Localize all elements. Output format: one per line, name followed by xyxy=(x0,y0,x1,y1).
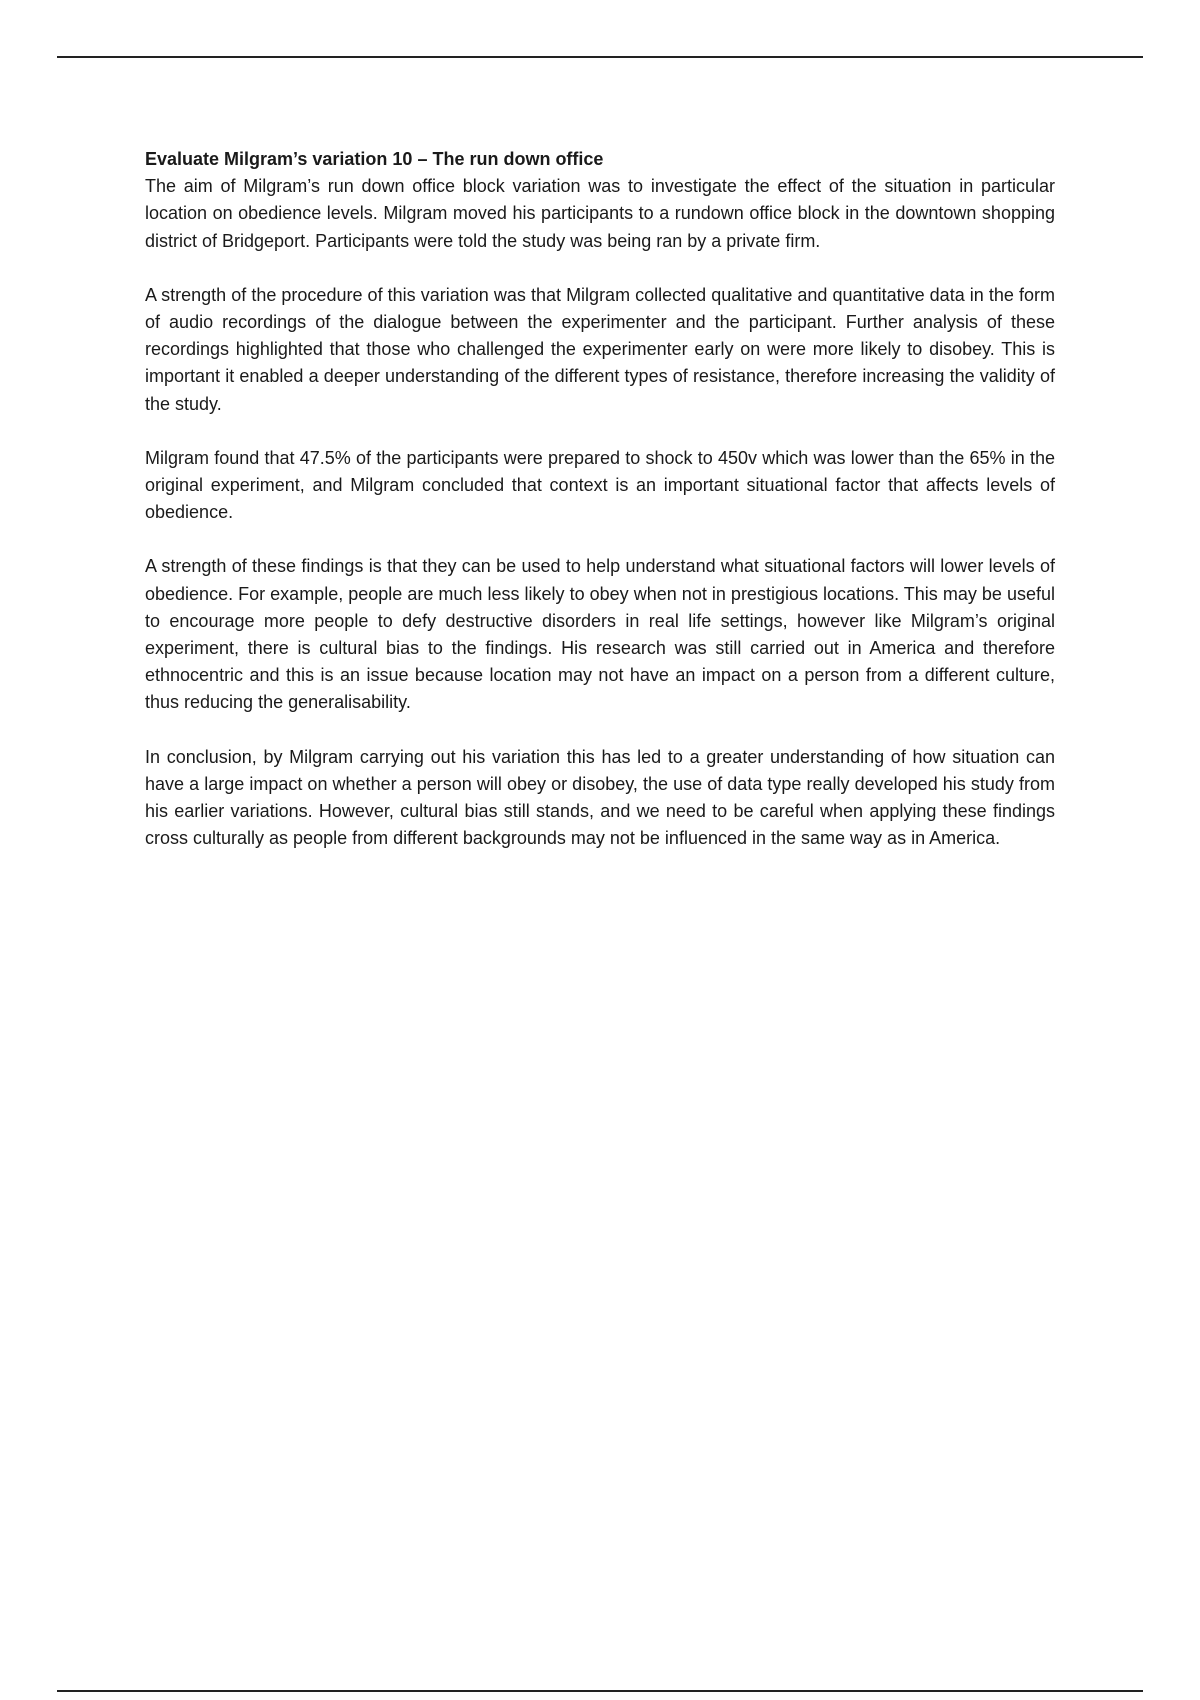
paragraph-findings: Milgram found that 47.5% of the participants were prepared to shock to 450v which was lower than the 65% in the original experiment, and Milgram concluded that context is an important situational factor that affects levels of obedience. xyxy=(145,447,1055,523)
paragraph-aim: The aim of Milgram’s run down office block variation was to investigate the effect of the situation in particular location on obedience levels. Milgram moved his participants to a rundown office block in the downtown shopping district of Bridgeport. Participants were told the study was being ran by a private firm. xyxy=(145,176,1055,251)
paragraph-conclusion: In conclusion, by Milgram carrying out his variation this has led to a greater understanding of how situation can have a large impact on whether a person will obey or disobey, the use of data type really developed his study from his earlier variations. However, cultural bias still stands, and we need to be careful when applying these findings cross culturally as people from different backgrounds may not be influenced in the same way as in America. xyxy=(145,746,1055,849)
bottom-rule xyxy=(57,1690,1143,1692)
paragraph-findings-strength: A strength of these findings is that they can be used to help understand what situational factors will lower levels of obedience. For example, people are much less likely to obey when not in prestigious locations. This may be useful to encourage more people to defy destructive disorders in real life settings, however like Milgram’s original experiment, there is cultural bias to the findings. His research was still carried out in America and therefore ethnocentric and this is an issue because location may not have an impact on a person from a different culture, thus reducing the generalisability. xyxy=(145,556,1055,713)
top-rule xyxy=(57,56,1143,58)
paragraph-procedure-strength: A strength of the procedure of this variation was that Milgram collected qualitative and quantitative data in the form of audio recordings of the dialogue between the experimenter and the participant. Further analysis of these recordings highlighted that those who challenged the experimenter early on were more likely to disobey. This is important it enabled a deeper understanding of the different types of resistance, therefore increasing the validity of the study. xyxy=(145,284,1055,414)
document-heading: Evaluate Milgram’s variation 10 – The run down office xyxy=(145,149,604,169)
document-body xyxy=(145,146,1055,852)
